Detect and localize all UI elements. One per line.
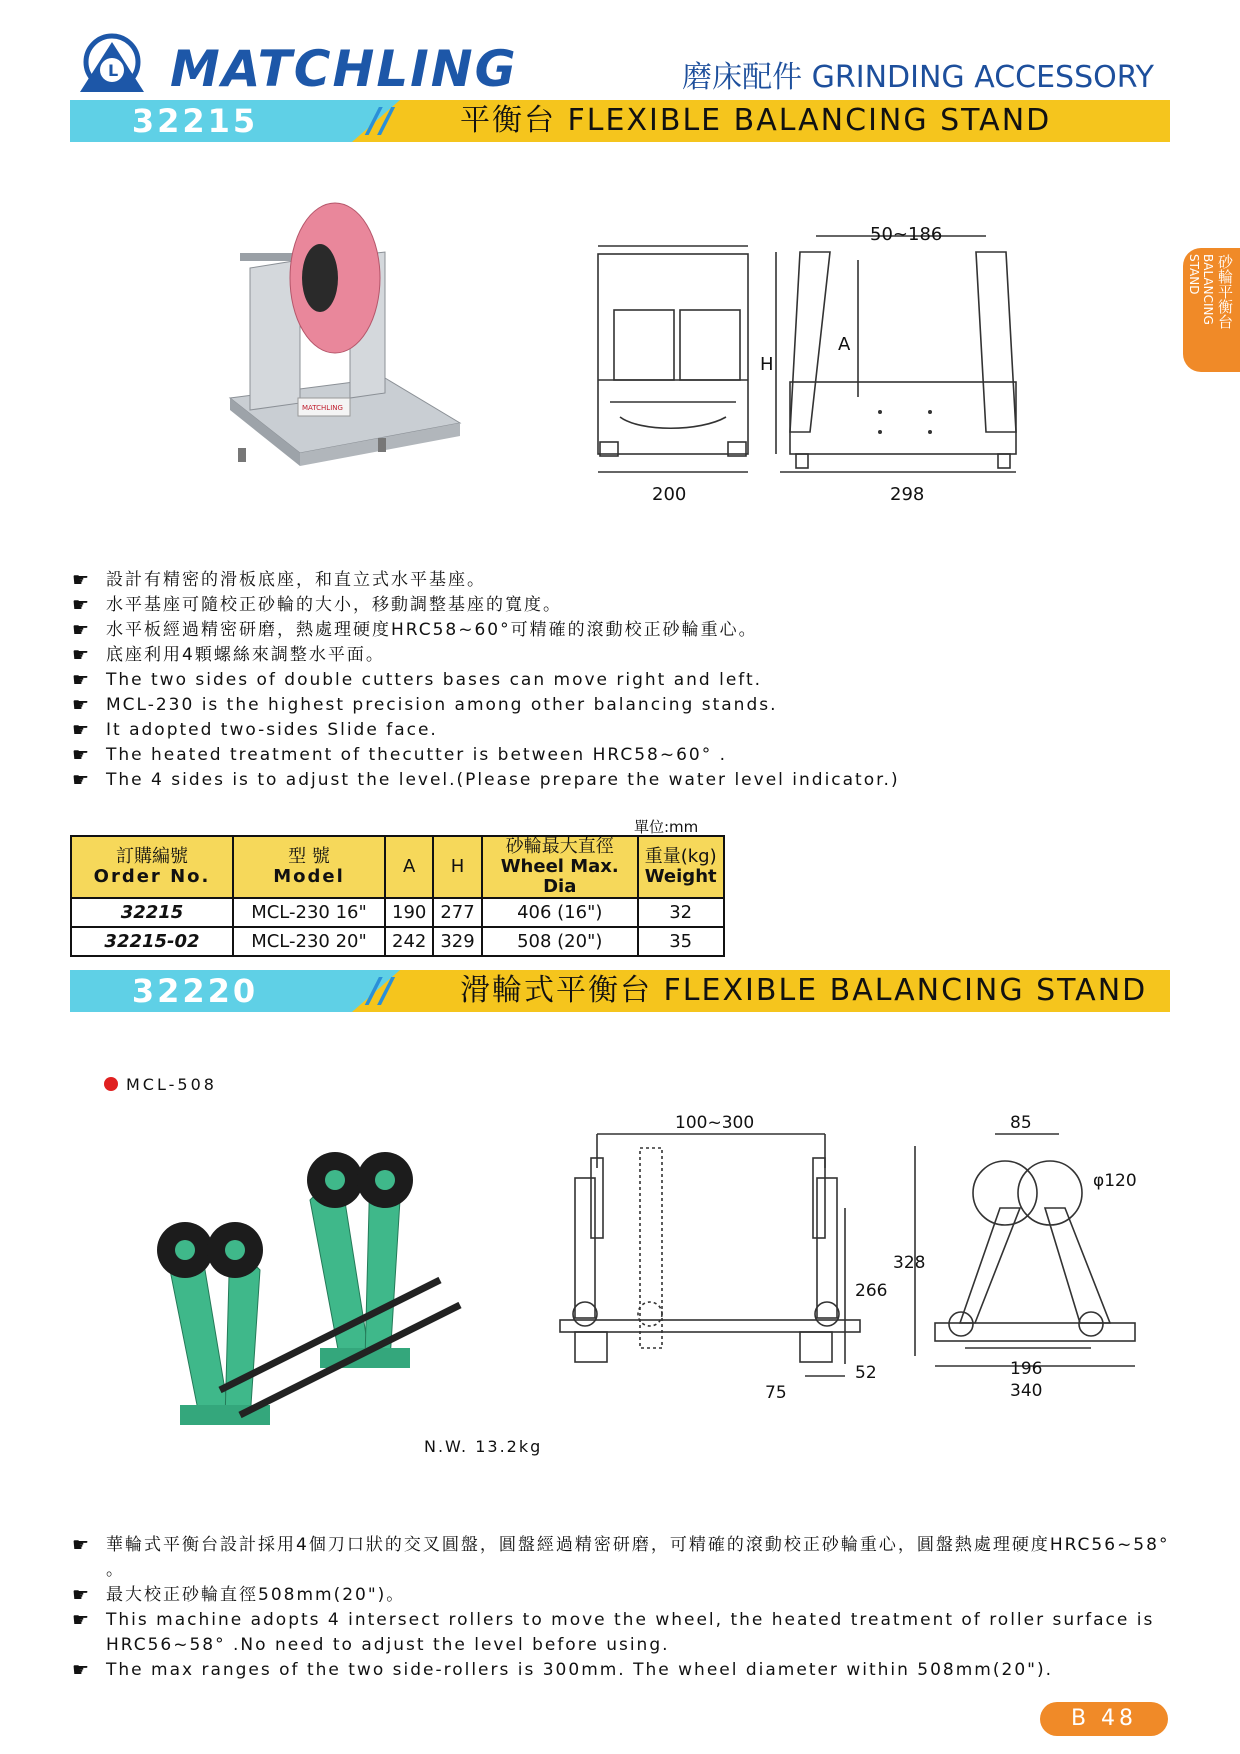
pointing-hand-icon: ☛	[72, 569, 92, 591]
section1-bullets	[72, 568, 900, 793]
pointing-hand-icon: ☛	[72, 1534, 92, 1556]
svg-text:L: L	[108, 61, 119, 80]
dim-328: 328	[893, 1253, 926, 1273]
dim-h: H	[760, 354, 774, 375]
col-h: H	[433, 836, 481, 898]
section2-header	[70, 970, 1170, 1012]
dim-340: 340	[1010, 1381, 1043, 1401]
col-a: A	[385, 836, 433, 898]
balancing-stand-drawing	[580, 222, 1040, 522]
table-cell: MCL-230 20"	[233, 927, 385, 956]
side-tab-zh: 砂輪平衡台	[1216, 254, 1234, 329]
page-category: 磨床配件 GRINDING ACCESSORY	[682, 60, 1154, 95]
dim-85: 85	[1010, 1113, 1032, 1133]
pointing-hand-icon: ☛	[72, 669, 92, 691]
roller-stand-drawing	[555, 1108, 1155, 1408]
pointing-hand-icon: ☛	[72, 594, 92, 616]
spec-table	[70, 835, 725, 957]
section2-bullets	[72, 1533, 1172, 1683]
table-row	[71, 927, 724, 956]
col-model: 型 號 Model	[233, 836, 385, 898]
brand-name: MATCHLING	[170, 40, 518, 98]
matchling-logo-icon	[72, 32, 152, 96]
list-item: ☛ The max ranges of the two side-rollers is 300mm. The wheel diameter within 508mm(20").	[72, 1659, 1053, 1681]
dim-phi120: φ120	[1093, 1171, 1137, 1191]
side-tab-en: BALANCING STAND	[1187, 254, 1215, 325]
table-cell: 32	[638, 898, 724, 927]
list-item: ☛ 底座利用4顆螺絲來調整水平面。	[72, 644, 385, 666]
pointing-hand-icon: ☛	[72, 719, 92, 741]
table-header-row	[71, 836, 724, 898]
col-wheel-dia: 砂輪最大直徑 Wheel Max. Dia	[482, 836, 638, 898]
dim-200: 200	[652, 484, 687, 505]
list-item: ☛ This machine adopts 4 intersect rollers to move the wheel, the heated treatment of roller surface is HRC56~58° .No need to adjust the level before using.	[72, 1609, 1155, 1655]
col-order-no: 訂購編號 Order No.	[71, 836, 233, 898]
dim-52: 52	[855, 1363, 877, 1383]
col-weight: 重量(kg) Weight	[638, 836, 724, 898]
table-cell: 242	[385, 927, 433, 956]
table-cell: 190	[385, 898, 433, 927]
balancing-stand-photo	[210, 198, 470, 498]
dim-298: 298	[890, 484, 925, 505]
section1-code: 32215	[70, 100, 320, 142]
red-dot-icon	[104, 1077, 118, 1091]
table-cell: 329	[433, 927, 481, 956]
list-item: ☛ The heated treatment of thecutter is between HRC58~60° .	[72, 744, 728, 766]
page-number: B 48	[1040, 1702, 1168, 1736]
pointing-hand-icon: ☛	[72, 1659, 92, 1681]
svg-text:MATCHLING: MATCHLING	[302, 404, 343, 412]
list-item: ☛ 設計有精密的滑板底座，和直立式水平基座。	[72, 569, 486, 591]
pointing-hand-icon: ☛	[72, 619, 92, 641]
section2-title: 滑輪式平衡台 FLEXIBLE BALANCING STAND	[460, 973, 1148, 1008]
table-cell: MCL-230 16"	[233, 898, 385, 927]
dim-196: 196	[1010, 1359, 1043, 1379]
dim-75: 75	[765, 1383, 787, 1403]
pointing-hand-icon: ☛	[72, 1609, 92, 1631]
roller-stand-photo	[140, 1120, 480, 1460]
table-cell: 406 (16")	[482, 898, 638, 927]
list-item: ☛ 水平基座可隨校正砂輪的大小，移動調整基座的寬度。	[72, 594, 562, 616]
side-tab	[1183, 248, 1240, 372]
dim-top: 50~186	[870, 224, 943, 245]
slash-icon: //	[368, 971, 393, 1011]
list-item: ☛ 最大校正砂輪直徑508mm(20")。	[72, 1584, 406, 1606]
list-item: ☛ The two sides of double cutters bases can move right and left.	[72, 669, 763, 691]
list-item: ☛ MCL-230 is the highest precision among other balancing stands.	[72, 694, 778, 716]
slash-icon: //	[368, 101, 393, 141]
section1-title: 平衡台 FLEXIBLE BALANCING STAND	[460, 103, 1052, 138]
table-cell: 277	[433, 898, 481, 927]
section2-code: 32220	[70, 970, 320, 1012]
pointing-hand-icon: ☛	[72, 744, 92, 766]
pointing-hand-icon: ☛	[72, 694, 92, 716]
table-cell: 35	[638, 927, 724, 956]
pointing-hand-icon: ☛	[72, 644, 92, 666]
list-item: ☛ The 4 sides is to adjust the level.(Please prepare the water level indicator.)	[72, 769, 900, 791]
table-cell: 32215	[71, 898, 233, 927]
dim-100-300: 100~300	[675, 1113, 755, 1133]
table-cell: 508 (20")	[482, 927, 638, 956]
pointing-hand-icon: ☛	[72, 1584, 92, 1606]
section1-header	[70, 100, 1170, 142]
model-label: MCL-508	[104, 1075, 217, 1094]
list-item: ☛ 水平板經過精密研磨，熱處理硬度HRC58~60°可精確的滾動校正砂輪重心。	[72, 619, 758, 641]
table-cell: 32215-02	[71, 927, 233, 956]
dim-a: A	[838, 334, 851, 355]
net-weight: N.W. 13.2kg	[424, 1437, 543, 1456]
table-row	[71, 898, 724, 927]
list-item: ☛ 華輪式平衡台設計採用4個刀口狀的交叉圓盤，圓盤經過精密研磨，可精確的滾動校正砂輪重心，圓盤熱處理硬度HRC56~58° 。	[72, 1534, 1170, 1580]
dim-266: 266	[855, 1281, 888, 1301]
unit-label: 單位:mm	[634, 818, 699, 836]
list-item: ☛ It adopted two-sides Slide face.	[72, 719, 438, 741]
pointing-hand-icon: ☛	[72, 769, 92, 791]
